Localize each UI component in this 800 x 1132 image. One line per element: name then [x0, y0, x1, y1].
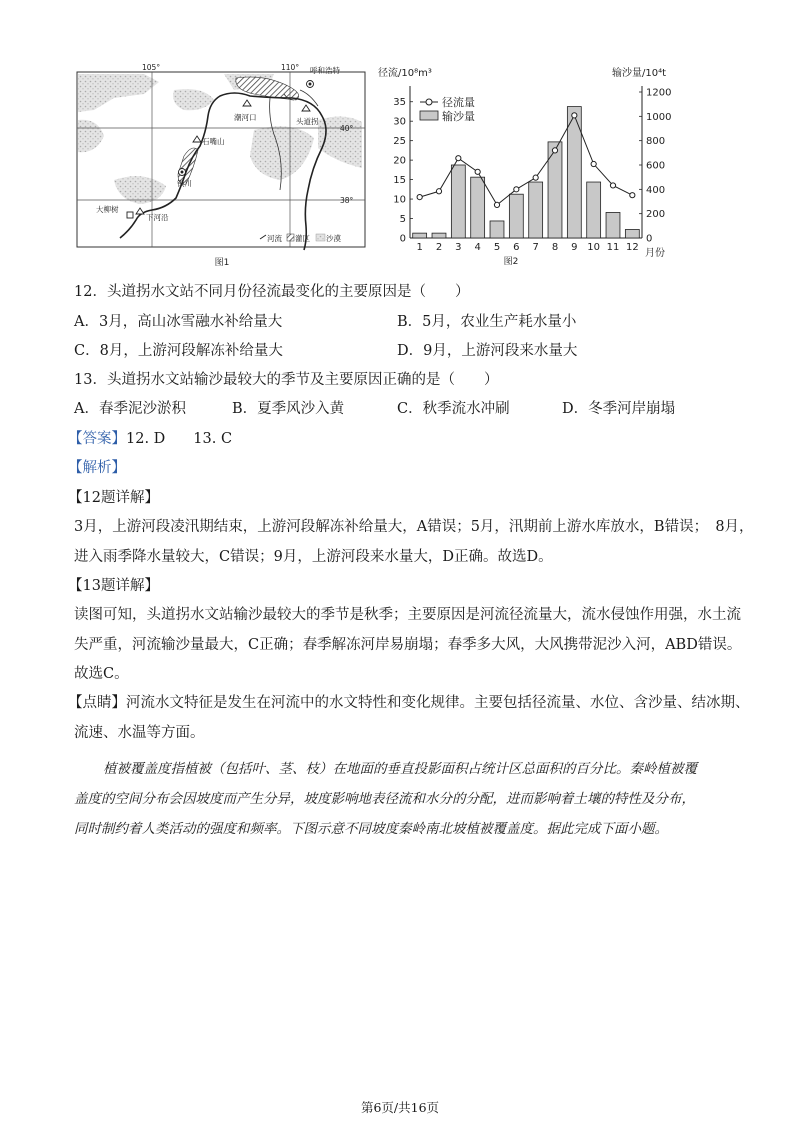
y-right-tick-label: 200: [646, 209, 666, 221]
passage-line2: 盖度的空间分布会因坡度而产生分异，坡度影响地表径流和水分的分配，进而影响着土壤的特性及分布，: [74, 791, 695, 807]
y-left-tick-label: 10: [393, 194, 406, 206]
y-left-tick-label: 20: [393, 155, 406, 167]
runoff-point: [630, 193, 635, 198]
place-toudaoguai: 头道拐: [296, 117, 319, 126]
runoff-point: [456, 156, 461, 161]
detail12-line2: 进入雨季降水量较大，C错误；9月，上游河段来水量大，D正确。故选D。: [74, 549, 553, 565]
figure2-caption: 图2: [503, 257, 519, 267]
runoff-point: [494, 202, 499, 207]
y-right-tick-label: 0: [646, 233, 653, 245]
tip-text: 河流水文特征是发生在河流中的水文特性和变化规律。主要包括径流量、水位、含沙量、结冰期、: [126, 695, 750, 711]
tip-label: 【点睛】: [68, 695, 126, 711]
y-left-tick-label: 25: [393, 136, 406, 148]
x-tick-label: 4: [474, 242, 481, 253]
y-right-tick-label: 400: [646, 184, 666, 196]
x-tick-label: 8: [551, 242, 559, 253]
detail12-line1: 3月，上游河段凌汛期结束，上游河段解冻补给量大，A错误；5月，汛期前上游水库放水，B错误； 8月，: [74, 519, 754, 535]
lon-label-110: 110°: [281, 63, 300, 72]
x-tick-label: 12: [625, 242, 639, 253]
tip-line2: 流速、水温等方面。: [74, 725, 205, 741]
runoff-sediment-chart: [372, 58, 698, 270]
legend-runoff: 径流量: [442, 96, 475, 109]
sediment-bar: [471, 177, 485, 238]
sediment-bar: [509, 194, 523, 238]
sediment-bar: [432, 233, 446, 238]
place-shizuishan: 石嘴山: [202, 137, 225, 146]
q12-option-b: B．5月，农业生产耗水量小: [397, 314, 577, 330]
y-right-tick-label: 600: [646, 160, 666, 172]
sediment-bar: [529, 182, 543, 238]
page-footer: 第6页/共16页: [360, 1100, 440, 1115]
x-tick-label: 6: [513, 242, 520, 253]
y-left-tick-label: 15: [393, 175, 406, 187]
sediment-bar: [548, 142, 562, 238]
y-left-tick-label: 0: [399, 233, 406, 245]
detail13-line2: 失严重，河流输沙量最大，C正确；春季解冻河岸易崩塌；春季多大风，大风携带泥沙入河，ABD错误。: [74, 637, 742, 653]
runoff-point: [475, 169, 480, 174]
runoff-point: [533, 175, 538, 180]
q13-option-a: A．春季泥沙淤积: [74, 401, 186, 417]
x-tick-label: 7: [532, 242, 539, 253]
q12-option-d: D．9月，上游河段来水量大: [397, 343, 578, 359]
y-right-tick-label: 1000: [646, 111, 672, 123]
detail12-title: 【12题详解】: [68, 490, 159, 506]
q12-option-a: A．3月，高山冰雪融水补给量大: [74, 314, 283, 330]
x-tick-label: 9: [571, 242, 578, 253]
lon-label-105: 105°: [142, 63, 161, 72]
sediment-bar: [606, 212, 620, 238]
sediment-bar: [625, 229, 639, 238]
sediment-bar: [413, 233, 427, 238]
sediment-bar: [490, 221, 504, 238]
place-chaohekou: 潮河口: [234, 113, 257, 122]
x-axis-unit: 月份: [645, 248, 665, 259]
answer-line: [68, 429, 232, 449]
place-hohhot: 呼和浩特: [310, 66, 340, 75]
svg-text:沙漠: 沙漠: [326, 234, 341, 243]
q13-option-c: C．秋季流水冲刷: [397, 401, 510, 417]
x-tick-label: 10: [587, 242, 601, 253]
runoff-point: [514, 187, 519, 192]
answer-label: 【答案】: [68, 431, 126, 447]
runoff-point: [591, 161, 596, 166]
y-right-axis-label: 输沙量/10⁴t: [612, 68, 667, 79]
x-tick-label: 11: [606, 242, 620, 253]
answer-13: 13. C: [193, 431, 233, 447]
answer-12: 12. D: [126, 431, 166, 447]
y-left-tick-label: 5: [399, 214, 406, 226]
passage-line1: 植被覆盖度指植被（包括叶、茎、枝）在地面的垂直投影面积占统计区总面积的百分比。秦岭植被覆: [103, 761, 697, 777]
runoff-point: [572, 113, 577, 118]
figure1-caption: 图1: [214, 258, 230, 268]
q12-stem: 12．头道拐水文站不同月份径流最变化的主要原因是（ ）: [74, 284, 470, 300]
place-daliushu: 大柳树: [96, 205, 119, 214]
map-figure: [74, 60, 370, 270]
tip-line1: [68, 693, 750, 713]
detail13-line3: 故选C。: [74, 666, 129, 682]
svg-text:灌区: 灌区: [295, 234, 310, 243]
legend-sediment: 输沙量: [442, 110, 475, 123]
analysis-label: 【解析】: [68, 460, 126, 476]
runoff-point: [552, 148, 557, 153]
q13-option-d: D．冬季河岸崩塌: [562, 401, 676, 417]
q12-option-c: C．8月，上游河段解冻补给量大: [74, 343, 283, 359]
sediment-bar: [587, 182, 601, 238]
place-xiaheyan: 下河沿: [146, 213, 169, 222]
y-left-axis-label: 径流/10⁸m³: [378, 68, 432, 79]
runoff-point: [417, 195, 422, 200]
sediment-bar: [451, 165, 465, 238]
place-yinchuan: 银川: [177, 179, 192, 188]
svg-text:河流: 河流: [267, 234, 282, 243]
y-left-tick-label: 30: [393, 116, 406, 128]
runoff-point: [610, 183, 615, 188]
lat-label-38: 38°: [340, 196, 354, 205]
y-right-tick-label: 800: [646, 136, 666, 148]
chart-legend: [420, 95, 475, 123]
detail13-line1: 读图可知，头道拐水文站输沙最较大的季节是秋季；主要原因是河流径流量大，流水侵蚀作用强，水土流: [74, 607, 741, 623]
map-legend: [260, 233, 341, 243]
q13-option-b: B．夏季风沙入黄: [232, 401, 345, 417]
detail13-title: 【13题详解】: [68, 578, 159, 594]
q13-stem: 13．头道拐水文站输沙最较大的季节及主要原因正确的是（ ）: [74, 372, 499, 388]
x-tick-label: 5: [493, 242, 501, 253]
lat-label-40: 40°: [340, 124, 354, 133]
passage-line3: 同时制约着人类活动的强度和频率。下图示意不同坡度秦岭南北坡植被覆盖度。据此完成下面小题。: [74, 821, 668, 837]
x-tick-label: 3: [455, 242, 462, 253]
y-left-tick-label: 35: [393, 97, 406, 109]
x-tick-label: 2: [435, 242, 443, 253]
y-right-tick-label: 1200: [646, 87, 672, 99]
runoff-point: [436, 189, 441, 194]
x-tick-label: 1: [416, 242, 423, 253]
